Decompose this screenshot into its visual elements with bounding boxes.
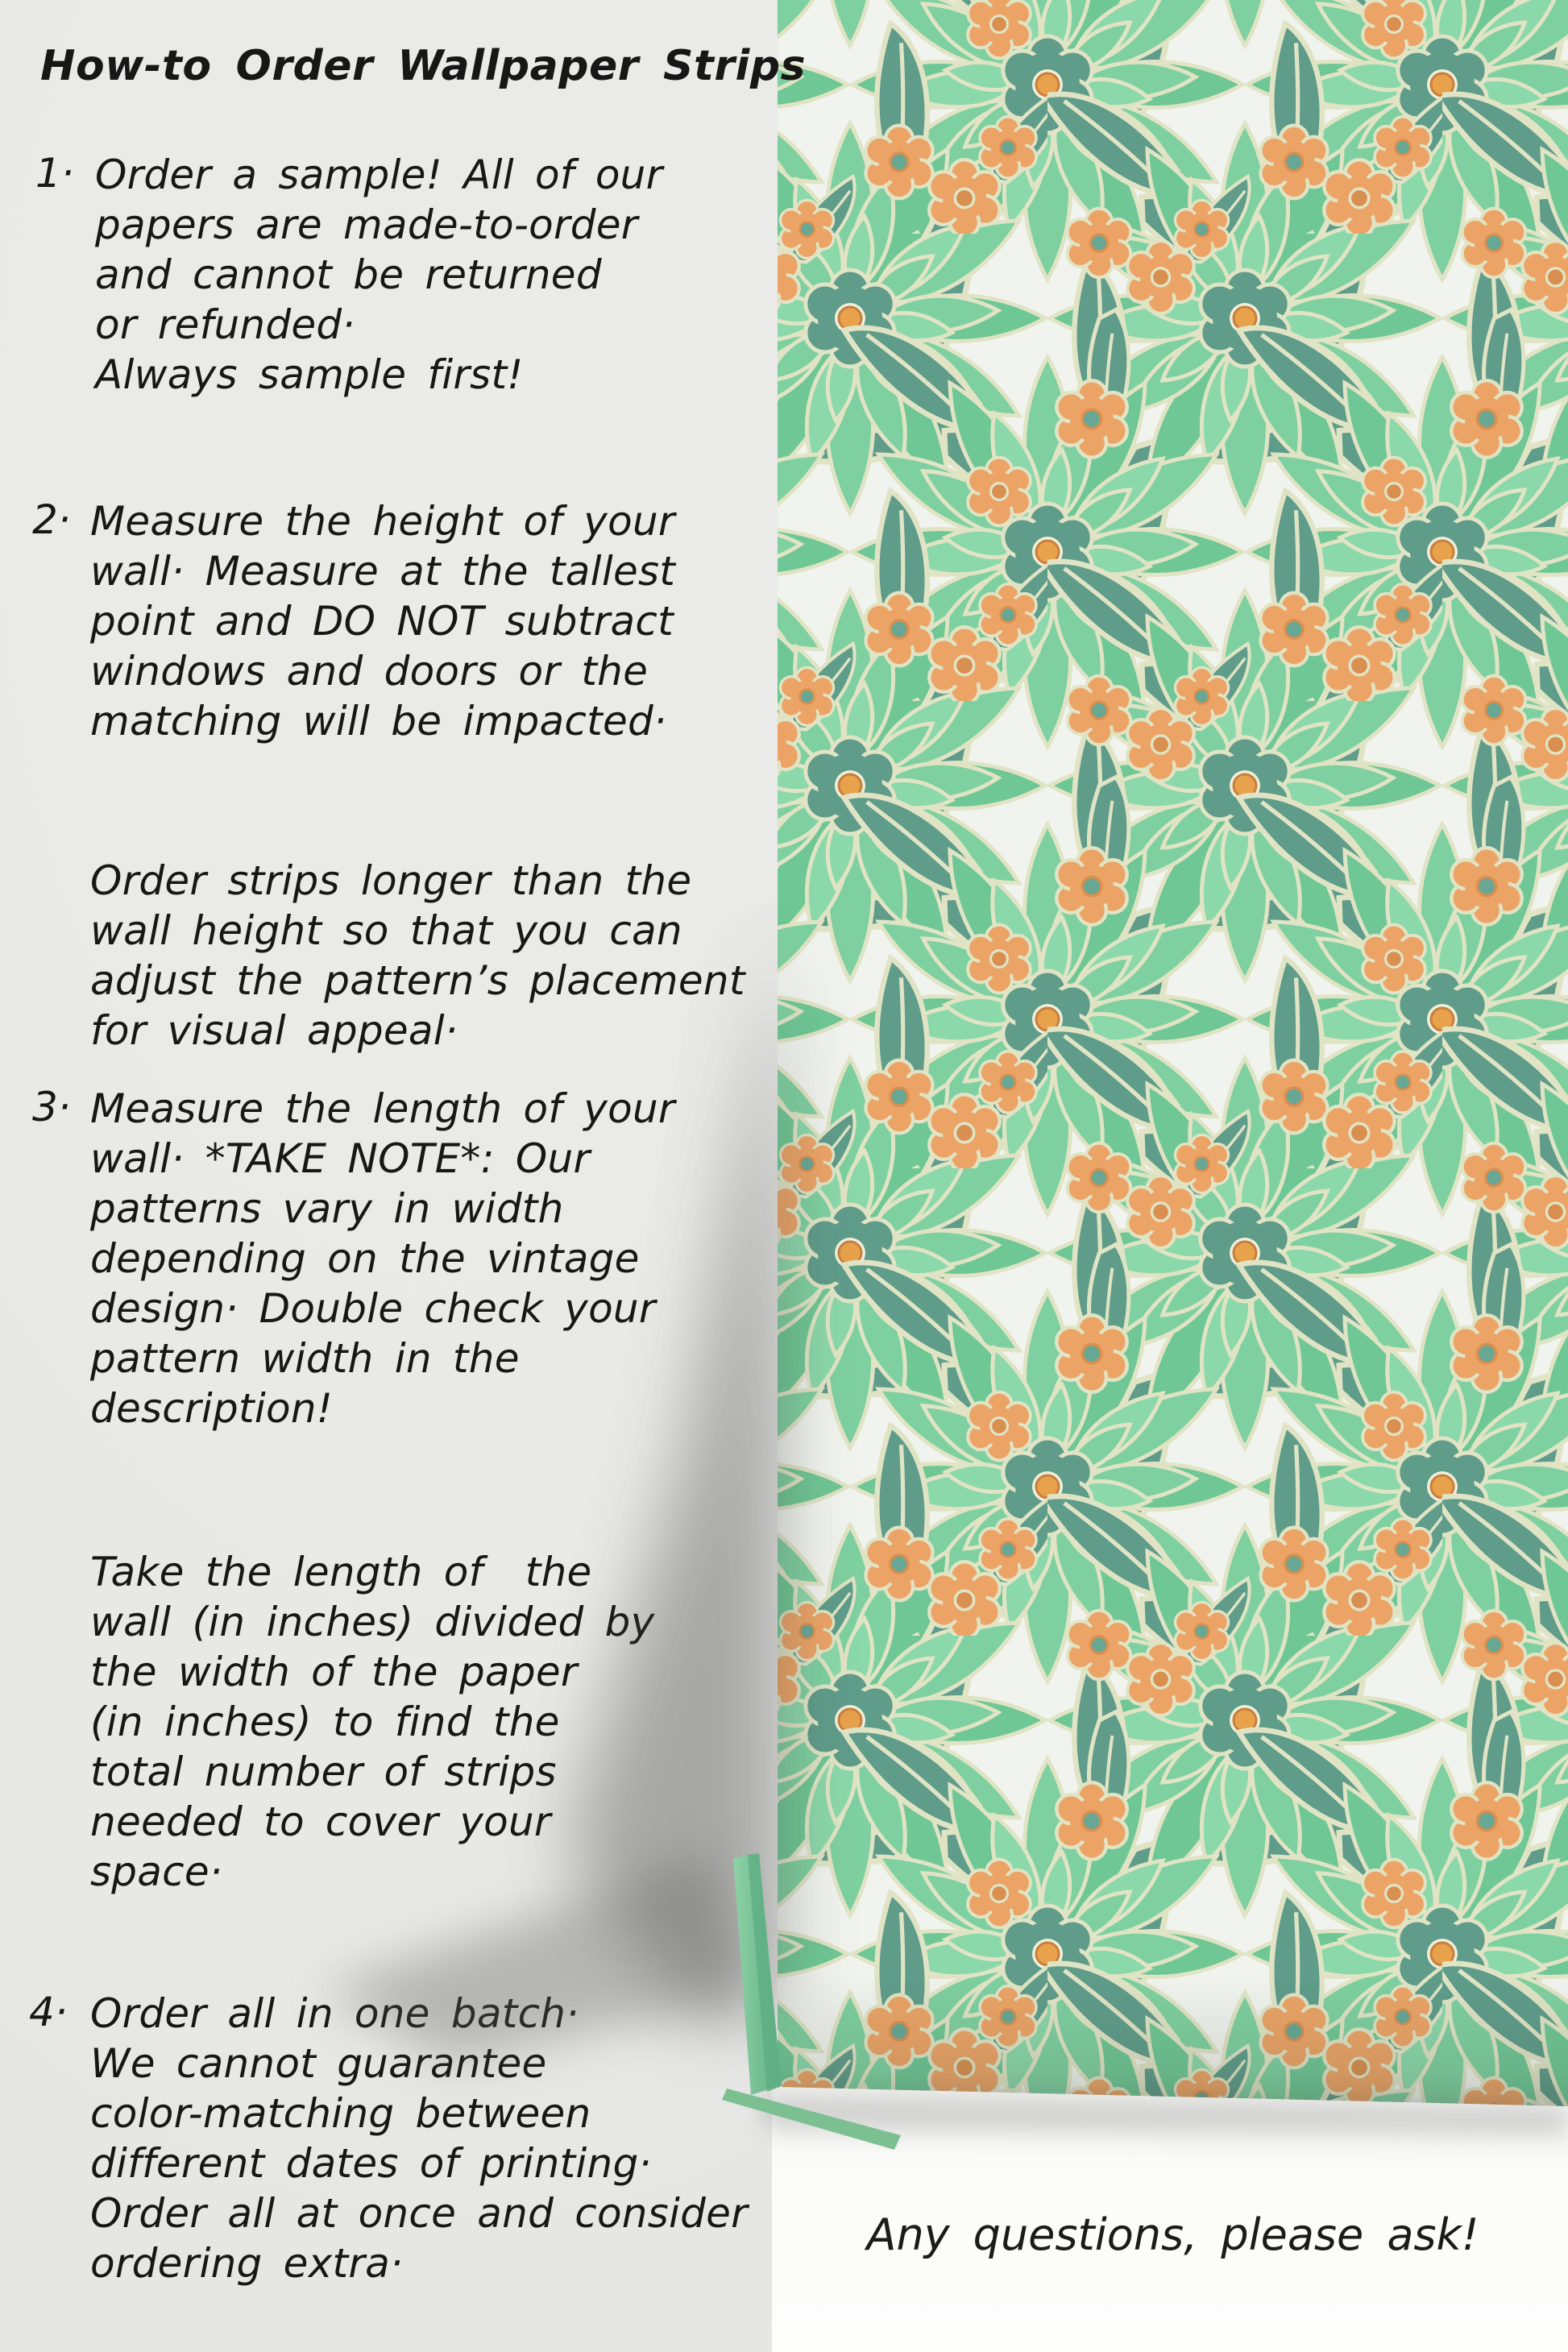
text-line: for visual appeal· [90, 1007, 458, 1054]
footer-note: Any questions, please ask! [866, 2209, 1479, 2260]
step-3-number: 3· [32, 1084, 71, 1130]
text-line: Order all at once and consider [90, 2190, 748, 2237]
text-line: needed to cover your [90, 1798, 551, 1845]
step-2-text [90, 496, 675, 746]
text-line: different dates of printing· [90, 2140, 652, 2187]
text-line: adjust the pattern’s placement [90, 957, 745, 1004]
text-line: the width of the paper [90, 1649, 578, 1695]
text-line: Order a sample! All of our [95, 151, 663, 198]
text-line: Measure the length of your [90, 1085, 675, 1132]
text-line: and cannot be returned [95, 251, 602, 298]
text-line: (in inches) to find the [90, 1699, 560, 1745]
text-line: description! [90, 1385, 334, 1432]
text-line: wall (in inches) divided by [90, 1599, 655, 1645]
text-line: windows and doors or the [90, 648, 649, 695]
step-2-text-continued [90, 856, 745, 1056]
text-line: or refunded· [95, 301, 355, 348]
text-line: Measure the height of your [90, 498, 675, 545]
text-line: papers are made-to-order [95, 201, 638, 248]
text-line: Order strips longer than the [90, 857, 692, 904]
text-line: matching will be impacted· [90, 698, 667, 745]
text-line: space· [90, 1848, 223, 1895]
text-line: wall· Measure at the tallest [90, 548, 676, 595]
text-line: design· Double check your [90, 1285, 656, 1332]
step-2-number: 2· [32, 496, 71, 543]
text-line: depending on the vintage [90, 1235, 640, 1282]
text-line: wall height so that you can [90, 907, 682, 954]
text-line: wall· *TAKE NOTE*: Our [90, 1135, 591, 1182]
step-4-text [90, 1989, 748, 2288]
text-line: Always sample first! [95, 351, 524, 398]
text-line: ordering extra· [90, 2240, 404, 2287]
step-1-number: 1· [35, 150, 74, 197]
text-line: point and DO NOT subtract [90, 598, 674, 645]
text-line: We cannot guarantee [90, 2040, 547, 2087]
step-1-text [95, 150, 662, 400]
text-line: patterns vary in width [90, 1185, 564, 1232]
step-4-number: 4· [29, 1989, 68, 2035]
text-line: Order all in one batch· [90, 1990, 579, 2037]
step-3-text-continued [90, 1547, 655, 1897]
text-line: pattern width in the [90, 1335, 520, 1382]
text-line: color-matching between [90, 2090, 591, 2137]
text-line: Take the length of the [90, 1549, 592, 1595]
page-title: How-to Order Wallpaper Strips [40, 42, 807, 90]
step-3-text [90, 1084, 675, 1433]
text-line: total number of strips [90, 1748, 557, 1795]
